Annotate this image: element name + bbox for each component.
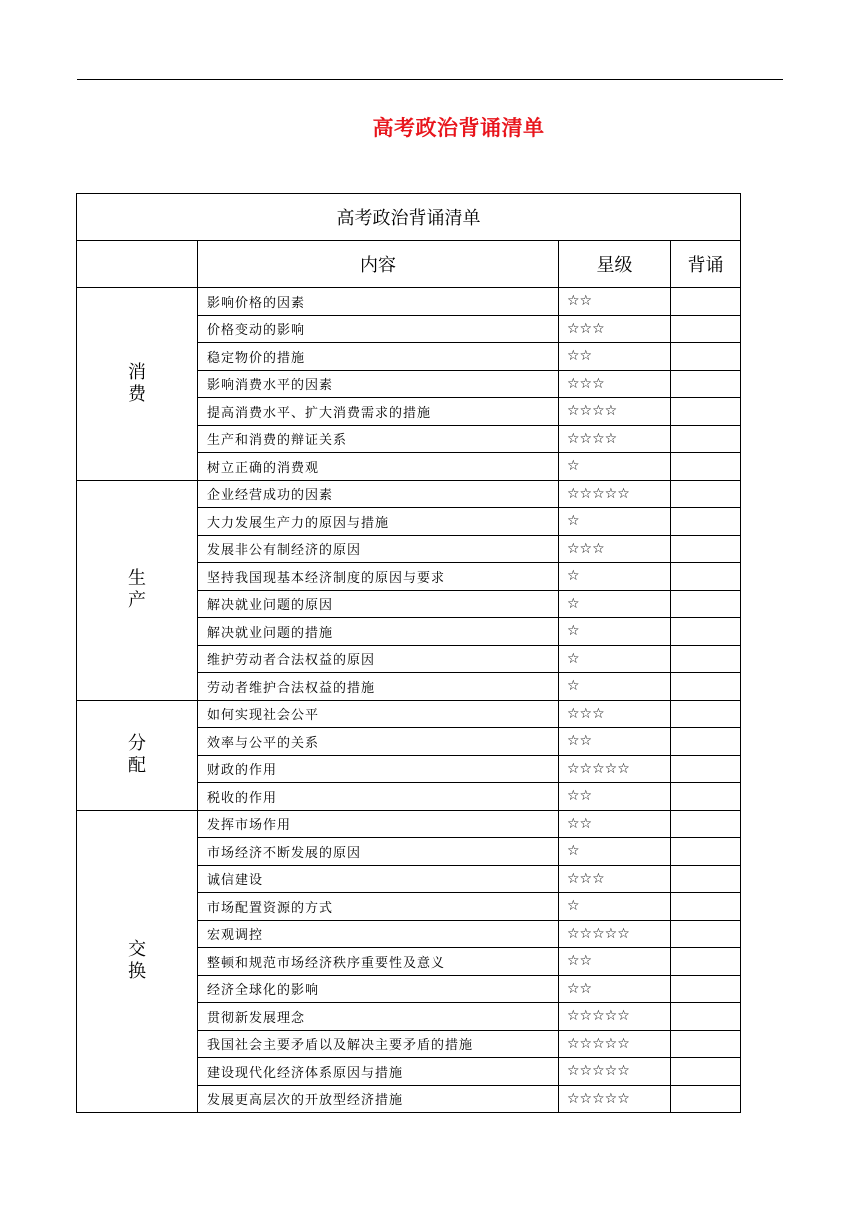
star-rating-cell: ☆☆☆☆ [559, 398, 671, 426]
table-row [77, 810, 741, 838]
star-rating-cell: ☆☆☆ [559, 700, 671, 728]
category-cell [77, 480, 198, 700]
table-row [77, 480, 741, 508]
memo-check-cell[interactable] [671, 315, 741, 343]
category-cell [77, 288, 198, 481]
item-cell: 效率与公平的关系 [198, 728, 559, 756]
memo-check-cell[interactable] [671, 645, 741, 673]
memo-check-cell[interactable] [671, 755, 741, 783]
item-cell: 影响消费水平的因素 [198, 370, 559, 398]
memo-check-cell[interactable] [671, 728, 741, 756]
star-rating-cell: ☆ [559, 590, 671, 618]
memo-check-cell[interactable] [671, 535, 741, 563]
star-rating-cell: ☆☆ [559, 810, 671, 838]
item-cell: 我国社会主要矛盾以及解决主要矛盾的措施 [198, 1030, 559, 1058]
star-rating-cell: ☆☆ [559, 728, 671, 756]
star-rating-cell: ☆ [559, 893, 671, 921]
memo-check-cell[interactable] [671, 1030, 741, 1058]
header-content: 内容 [198, 241, 559, 288]
star-rating-cell: ☆ [559, 838, 671, 866]
table-row [77, 700, 741, 728]
memo-check-cell[interactable] [671, 700, 741, 728]
category-label: 分配 [128, 733, 146, 776]
item-cell: 价格变动的影响 [198, 315, 559, 343]
memo-check-cell[interactable] [671, 1085, 741, 1113]
item-cell: 贯彻新发展理念 [198, 1003, 559, 1031]
item-cell: 宏观调控 [198, 920, 559, 948]
item-cell: 劳动者维护合法权益的措施 [198, 673, 559, 701]
category-label: 消费 [128, 361, 146, 405]
item-cell: 市场经济不断发展的原因 [198, 838, 559, 866]
star-rating-cell: ☆☆☆☆☆ [559, 920, 671, 948]
category-label: 交换 [128, 939, 146, 983]
star-rating-cell: ☆☆ [559, 975, 671, 1003]
star-rating-cell: ☆☆☆ [559, 370, 671, 398]
item-cell: 生产和消费的辩证关系 [198, 425, 559, 453]
star-rating-cell: ☆ [559, 618, 671, 646]
memo-check-cell[interactable] [671, 480, 741, 508]
star-rating-cell: ☆☆ [559, 288, 671, 316]
category-cell [77, 700, 198, 810]
table-caption: 高考政治背诵清单 [77, 194, 741, 241]
header-rule [77, 79, 783, 80]
memo-check-cell[interactable] [671, 838, 741, 866]
memo-check-cell[interactable] [671, 893, 741, 921]
memo-check-cell[interactable] [671, 810, 741, 838]
memo-check-cell[interactable] [671, 370, 741, 398]
memo-check-cell[interactable] [671, 398, 741, 426]
memorization-table [76, 193, 741, 1113]
item-cell: 如何实现社会公平 [198, 700, 559, 728]
header-stars: 星级 [559, 241, 671, 288]
memo-check-cell[interactable] [671, 563, 741, 591]
item-cell: 经济全球化的影响 [198, 975, 559, 1003]
memo-check-cell[interactable] [671, 618, 741, 646]
star-rating-cell: ☆☆☆☆☆ [559, 1085, 671, 1113]
memo-check-cell[interactable] [671, 288, 741, 316]
star-rating-cell: ☆☆☆☆☆ [559, 1030, 671, 1058]
star-rating-cell: ☆☆☆☆☆ [559, 1003, 671, 1031]
item-cell: 税收的作用 [198, 783, 559, 811]
memo-check-cell[interactable] [671, 590, 741, 618]
memo-check-cell[interactable] [671, 508, 741, 536]
star-rating-cell: ☆ [559, 673, 671, 701]
star-rating-cell: ☆☆☆ [559, 315, 671, 343]
star-rating-cell: ☆☆ [559, 948, 671, 976]
memo-check-cell[interactable] [671, 1003, 741, 1031]
item-cell: 发挥市场作用 [198, 810, 559, 838]
memo-check-cell[interactable] [671, 453, 741, 481]
item-cell: 整顿和规范市场经济秩序重要性及意义 [198, 948, 559, 976]
item-cell: 企业经营成功的因素 [198, 480, 559, 508]
star-rating-cell: ☆☆ [559, 783, 671, 811]
star-rating-cell: ☆☆☆☆ [559, 425, 671, 453]
category-cell [77, 810, 198, 1113]
star-rating-cell: ☆☆☆ [559, 535, 671, 563]
star-rating-cell: ☆ [559, 453, 671, 481]
star-rating-cell: ☆☆☆☆☆ [559, 755, 671, 783]
memo-check-cell[interactable] [671, 865, 741, 893]
item-cell: 稳定物价的措施 [198, 343, 559, 371]
memo-check-cell[interactable] [671, 1058, 741, 1086]
star-rating-cell: ☆☆ [559, 343, 671, 371]
table-row [77, 288, 741, 316]
memo-check-cell[interactable] [671, 673, 741, 701]
item-cell: 市场配置资源的方式 [198, 893, 559, 921]
header-row [77, 241, 741, 288]
memo-check-cell[interactable] [671, 343, 741, 371]
item-cell: 建设现代化经济体系原因与措施 [198, 1058, 559, 1086]
memo-check-cell[interactable] [671, 425, 741, 453]
star-rating-cell: ☆ [559, 645, 671, 673]
item-cell: 解决就业问题的措施 [198, 618, 559, 646]
category-label: 生产 [128, 568, 146, 611]
item-cell: 财政的作用 [198, 755, 559, 783]
item-cell: 提高消费水平、扩大消费需求的措施 [198, 398, 559, 426]
item-cell: 发展非公有制经济的原因 [198, 535, 559, 563]
item-cell: 诚信建设 [198, 865, 559, 893]
item-cell: 树立正确的消费观 [198, 453, 559, 481]
item-cell: 大力发展生产力的原因与措施 [198, 508, 559, 536]
star-rating-cell: ☆☆☆☆☆ [559, 480, 671, 508]
star-rating-cell: ☆☆☆☆☆ [559, 1058, 671, 1086]
memo-check-cell[interactable] [671, 948, 741, 976]
star-rating-cell: ☆☆☆ [559, 865, 671, 893]
item-cell: 维护劳动者合法权益的原因 [198, 645, 559, 673]
header-memo: 背诵 [671, 241, 741, 288]
item-cell: 发展更高层次的开放型经济措施 [198, 1085, 559, 1113]
memo-check-cell[interactable] [671, 975, 741, 1003]
item-cell: 解决就业问题的原因 [198, 590, 559, 618]
item-cell: 影响价格的因素 [198, 288, 559, 316]
star-rating-cell: ☆ [559, 563, 671, 591]
header-category [77, 241, 198, 288]
document-title: 高考政治背诵清单 [372, 116, 545, 140]
memo-check-cell[interactable] [671, 920, 741, 948]
item-cell: 坚持我国现基本经济制度的原因与要求 [198, 563, 559, 591]
memo-check-cell[interactable] [671, 783, 741, 811]
star-rating-cell: ☆ [559, 508, 671, 536]
